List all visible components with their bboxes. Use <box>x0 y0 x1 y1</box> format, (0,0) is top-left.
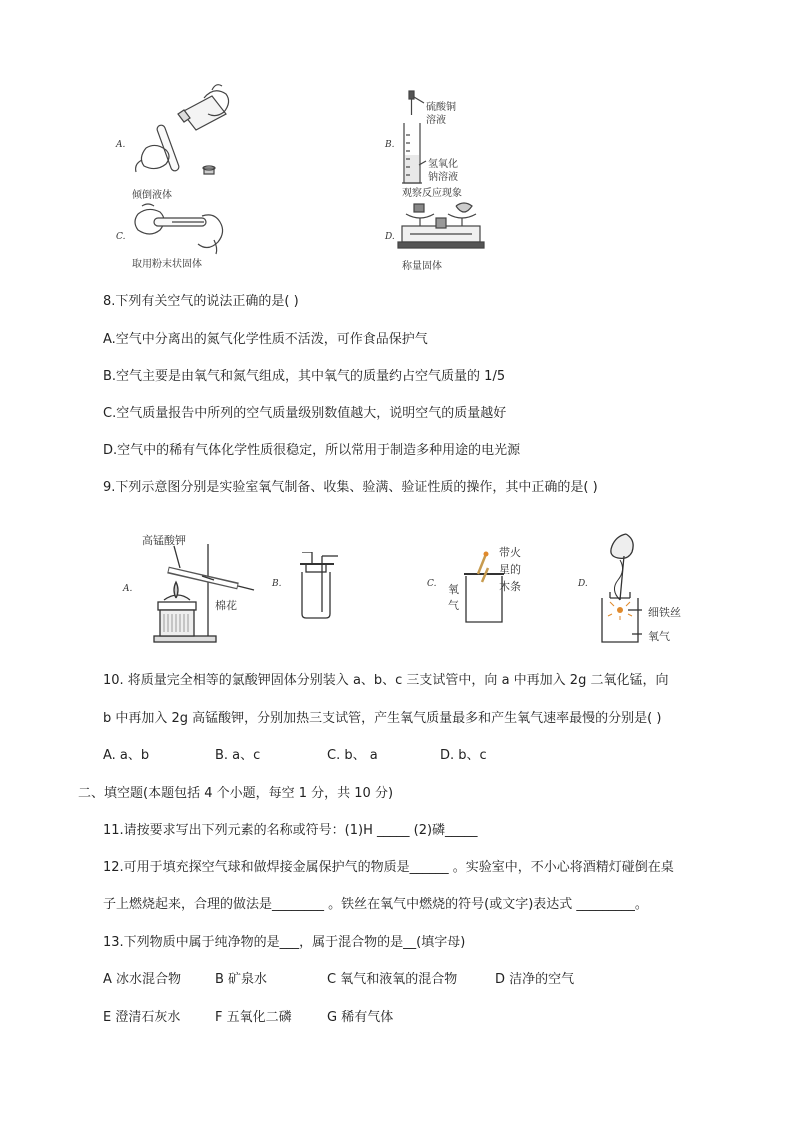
q13-option-a: A 冰水混合物 <box>103 972 182 987</box>
q7-b-label-mid-1: 氢氧化 <box>428 159 458 170</box>
q8-option-d: D.空气中的稀有气体化学性质很稳定，所以常用于制造多种用途的电光源 <box>103 443 521 458</box>
q9-a-letter: A. <box>123 584 133 594</box>
q10-line-2: b 中再加入 2g 高锰酸钾，分别加热三支试管，产生氧气质量最多和产生氧气速率最慢的分别是( ) <box>103 711 662 726</box>
q7-d-caption: 称量固体 <box>402 261 442 272</box>
q8-option-c: C.空气质量报告中所列的空气质量级别数值越大，说明空气的质量越好 <box>103 406 507 421</box>
q7-b-label-mid-2: 钠溶液 <box>428 172 458 183</box>
q9-stem: 9.下列示意图分别是实验室氧气制备、收集、验满、验证性质的操作，其中正确的是( ) <box>103 480 598 495</box>
q10-line-1: 10. 将质量完全相等的氯酸钾固体分别装入 a、b、c 三支试管中，向 a 中再加入 2g 二氧化锰，向 <box>103 673 669 688</box>
q9-c-label-2: 星的 <box>499 563 521 576</box>
figure-9a-heating <box>150 540 260 648</box>
figure-7d-weigh-solid <box>396 198 486 254</box>
q10-option-b: B. a、c <box>215 748 261 763</box>
q8-stem: 8.下列有关空气的说法正确的是( ) <box>103 294 299 309</box>
heating-apparatus-illustration <box>150 540 260 648</box>
q8-option-a: A.空气中分离出的氮气化学性质不活泼，可作食品保护气 <box>103 332 428 347</box>
q9-c-label-4: 氧 <box>448 583 459 596</box>
q9-c-letter: C. <box>427 579 437 589</box>
q12-line-1: 12.可用于填充探空气球和做焊接金属保护气的物质是______ 。实验室中，不小心将酒精灯碰倒在桌 <box>103 860 674 875</box>
q7-a-caption: 倾倒液体 <box>132 190 172 201</box>
q7-b-letter: B. <box>385 140 395 150</box>
q7-b-label-top-2: 溶液 <box>426 115 446 126</box>
q13-option-f: F 五氧化二磷 <box>215 1010 292 1025</box>
q9-d-letter: D. <box>578 579 588 589</box>
q13-option-g: G 稀有气体 <box>327 1010 394 1025</box>
q9-d-label-oxygen: 氧气 <box>648 630 670 643</box>
q13-option-e: E 澄清石灰水 <box>103 1010 181 1025</box>
q7-b-caption: 观察反应现象 <box>402 188 462 199</box>
figure-9d-iron-wire <box>596 530 646 648</box>
q11: 11.请按要求写出下列元素的名称或符号：(1)H _____ (2)磷_____ <box>103 823 478 838</box>
q9-c-label-5: 气 <box>448 599 459 612</box>
figure-7a-pour-liquid <box>112 80 242 200</box>
q13-option-d: D 洁净的空气 <box>495 972 575 987</box>
figure-9b-collect <box>292 552 342 622</box>
section-2-heading: 二、填空题(本题包括 4 个小题，每空 1 分，共 10 分) <box>78 786 394 801</box>
q10-option-d: D. b、c <box>440 748 487 763</box>
q13-option-c: C 氧气和液氧的混合物 <box>327 972 458 987</box>
pour-liquid-illustration <box>112 80 242 200</box>
q7-a-letter: A. <box>116 140 126 150</box>
balance-illustration <box>396 198 486 254</box>
q9-a-label-potassium-permanganate: 高锰酸钾 <box>142 534 186 547</box>
q7-b-label-top-1: 硫酸铜 <box>426 102 456 113</box>
q12-line-2: 子上燃烧起来，合理的做法是________ 。铁丝在氧气中燃烧的符号(或文字)表达式 _________。 <box>103 897 648 912</box>
q7-d-letter: D. <box>385 232 395 242</box>
q7-c-caption: 取用粉末状固体 <box>132 259 202 270</box>
q10-option-a: A. a、b <box>103 748 150 763</box>
q8-option-b: B.空气主要是由氧气和氮气组成，其中氧气的质量约占空气质量的 1/5 <box>103 369 506 384</box>
q9-d-label-iron-wire: 细铁丝 <box>648 606 681 619</box>
q9-b-letter: B. <box>272 579 282 589</box>
figure-7c-take-powder <box>112 200 242 258</box>
q9-a-label-cotton: 棉花 <box>215 599 237 612</box>
q9-c-label-3: 木条 <box>499 580 521 593</box>
q13-stem: 13.下列物质中属于纯净物的是___，属于混合物的是__(填字母) <box>103 935 466 950</box>
powder-illustration <box>112 200 242 258</box>
gas-bottle-illustration <box>292 552 342 622</box>
q7-c-letter: C. <box>116 232 126 242</box>
iron-wire-illustration <box>596 530 646 648</box>
q10-option-c: C. b、 a <box>327 748 378 763</box>
q9-c-label-1: 带火 <box>499 546 521 559</box>
q13-option-b: B 矿泉水 <box>215 972 268 987</box>
